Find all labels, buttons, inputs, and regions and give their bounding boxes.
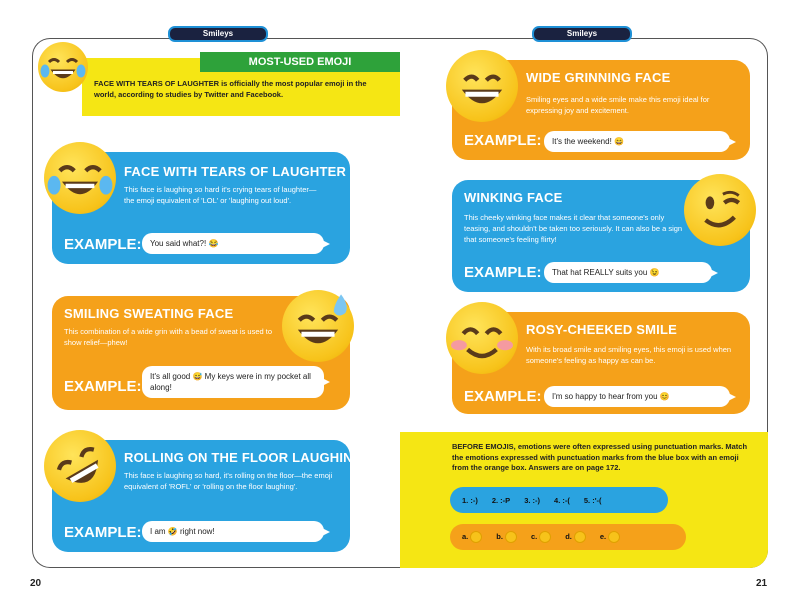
emoji-option: [496, 531, 517, 543]
card-description: This combination of a wide grin with a bead of sweat is used to show relief—phew!: [64, 327, 273, 347]
card-title: FACE WITH TEARS OF LAUGHTER: [124, 164, 347, 179]
example-label: EXAMPLE:: [464, 132, 542, 149]
card-title: WINKING FACE: [464, 190, 563, 205]
example-label: EXAMPLE:: [464, 264, 542, 281]
example-bubble: [544, 131, 730, 152]
emoji-option: [600, 531, 620, 543]
smiling-face-icon: 😊: [659, 392, 670, 401]
option-letter: d.: [565, 531, 572, 541]
card-description: With its broad smile and smiling eyes, this emoji is used when someone's feeling as happy as can be.: [526, 345, 732, 365]
section-tab-right: Smileys: [532, 26, 632, 42]
card-description: Smiling eyes and a wide smile make this emoji ideal for expressing joy and excitement.: [526, 95, 710, 115]
sweat-smile-icon: 😅: [192, 372, 203, 381]
example-text: My keys were in my pocket all along!: [150, 372, 311, 392]
card-title: WIDE GRINNING FACE: [526, 70, 671, 85]
page-number-right: 21: [756, 578, 768, 589]
example-label: EXAMPLE:: [64, 378, 142, 395]
example-bubble: [142, 521, 324, 542]
winking-face-icon: 😉: [649, 268, 660, 277]
emoji-option: [462, 531, 482, 543]
example-text: I am: [150, 527, 166, 536]
emoji-option: [565, 531, 586, 543]
card-title: ROLLING ON THE FLOOR LAUGHING: [124, 450, 364, 465]
card-title: SMILING SWEATING FACE: [64, 306, 234, 321]
example-text: It's the weekend!: [552, 137, 612, 146]
rofl-icon: 🤣: [167, 527, 178, 536]
example-label: EXAMPLE:: [64, 236, 142, 253]
punctuation-item: 1. :-): [462, 495, 478, 505]
example-label: EXAMPLE:: [464, 388, 542, 405]
example-bubble: [544, 262, 712, 283]
example-label: EXAMPLE:: [64, 524, 142, 541]
emoji-option: [531, 531, 551, 543]
page-number-left: 20: [30, 578, 42, 589]
punctuation-item: 2. :-P: [491, 495, 511, 505]
example-text: I'm so happy to hear from you: [552, 392, 658, 401]
punctuation-item: 5. :'-(: [583, 495, 602, 505]
punctuation-options: [450, 487, 668, 513]
tears-of-joy-icon: 😂: [208, 239, 219, 248]
example-text: right now!: [180, 527, 215, 536]
rofl-emoji-icon: [44, 430, 116, 502]
option-letter: e.: [599, 531, 607, 541]
example-bubble: [544, 386, 730, 407]
option-letter: c.: [530, 531, 538, 541]
crying-face-icon: [539, 531, 551, 543]
example-bubble: [142, 366, 324, 398]
slightly-smiling-face-icon: [574, 531, 586, 543]
card-description: This cheeky winking face makes it clear that someone's only teasing, and shouldn't be taken too seriously. It can also be a sign that someone's feeling flirty!: [464, 213, 683, 244]
emoji-options: [450, 524, 686, 550]
section-tab-left: Smileys: [168, 26, 268, 42]
winking-face-emoji-icon: [684, 174, 756, 246]
card-title: ROSY-CHEEKED SMILE: [526, 322, 677, 337]
quiz-instructions: BEFORE EMOJIS, emotions were often expressed using punctuation marks. Match the emotions expressed with punctuation marks from the blue box with an emoji from the orange box. Answers are on page 172.: [452, 442, 748, 472]
most-used-emoji-text: FACE WITH TEARS OF LAUGHTER is officially the most popular emoji in the world, according to studies by Twitter and Facebook.: [94, 79, 367, 99]
grinning-face-icon: 😄: [614, 137, 624, 146]
punctuation-item: 3. :-): [524, 495, 541, 505]
punctuation-item: 4. :-(: [554, 495, 570, 505]
option-letter: a.: [462, 531, 469, 541]
example-text: You said what?!: [150, 239, 207, 248]
example-text: That hat REALLY suits you: [552, 268, 648, 277]
sad-face-icon: [608, 531, 620, 543]
card-description: This face is laughing so hard, it's rolling on the floor—the emoji equivalent of 'ROFL' or 'rolling on the floor laughing'.: [124, 471, 333, 491]
option-letter: b.: [496, 531, 503, 541]
sweat-smile-emoji-icon: [282, 290, 354, 362]
most-used-emoji-title: MOST-USED EMOJI: [200, 52, 400, 72]
tears-of-joy-emoji-icon: [44, 142, 116, 214]
grinning-face-emoji-icon: [446, 50, 518, 122]
tears-of-joy-emoji-icon: [38, 42, 88, 92]
example-bubble: [142, 233, 324, 254]
example-text: It's all good: [150, 372, 191, 381]
smiling-face-with-rosy-cheeks-icon: [446, 302, 518, 374]
smiling-face-icon: [505, 531, 517, 543]
card-description: This face is laughing so hard it's crying tears of laughter—the emoji equivalent of 'LOL' or 'laughing out loud'.: [124, 185, 317, 205]
tongue-face-icon: [470, 531, 482, 543]
